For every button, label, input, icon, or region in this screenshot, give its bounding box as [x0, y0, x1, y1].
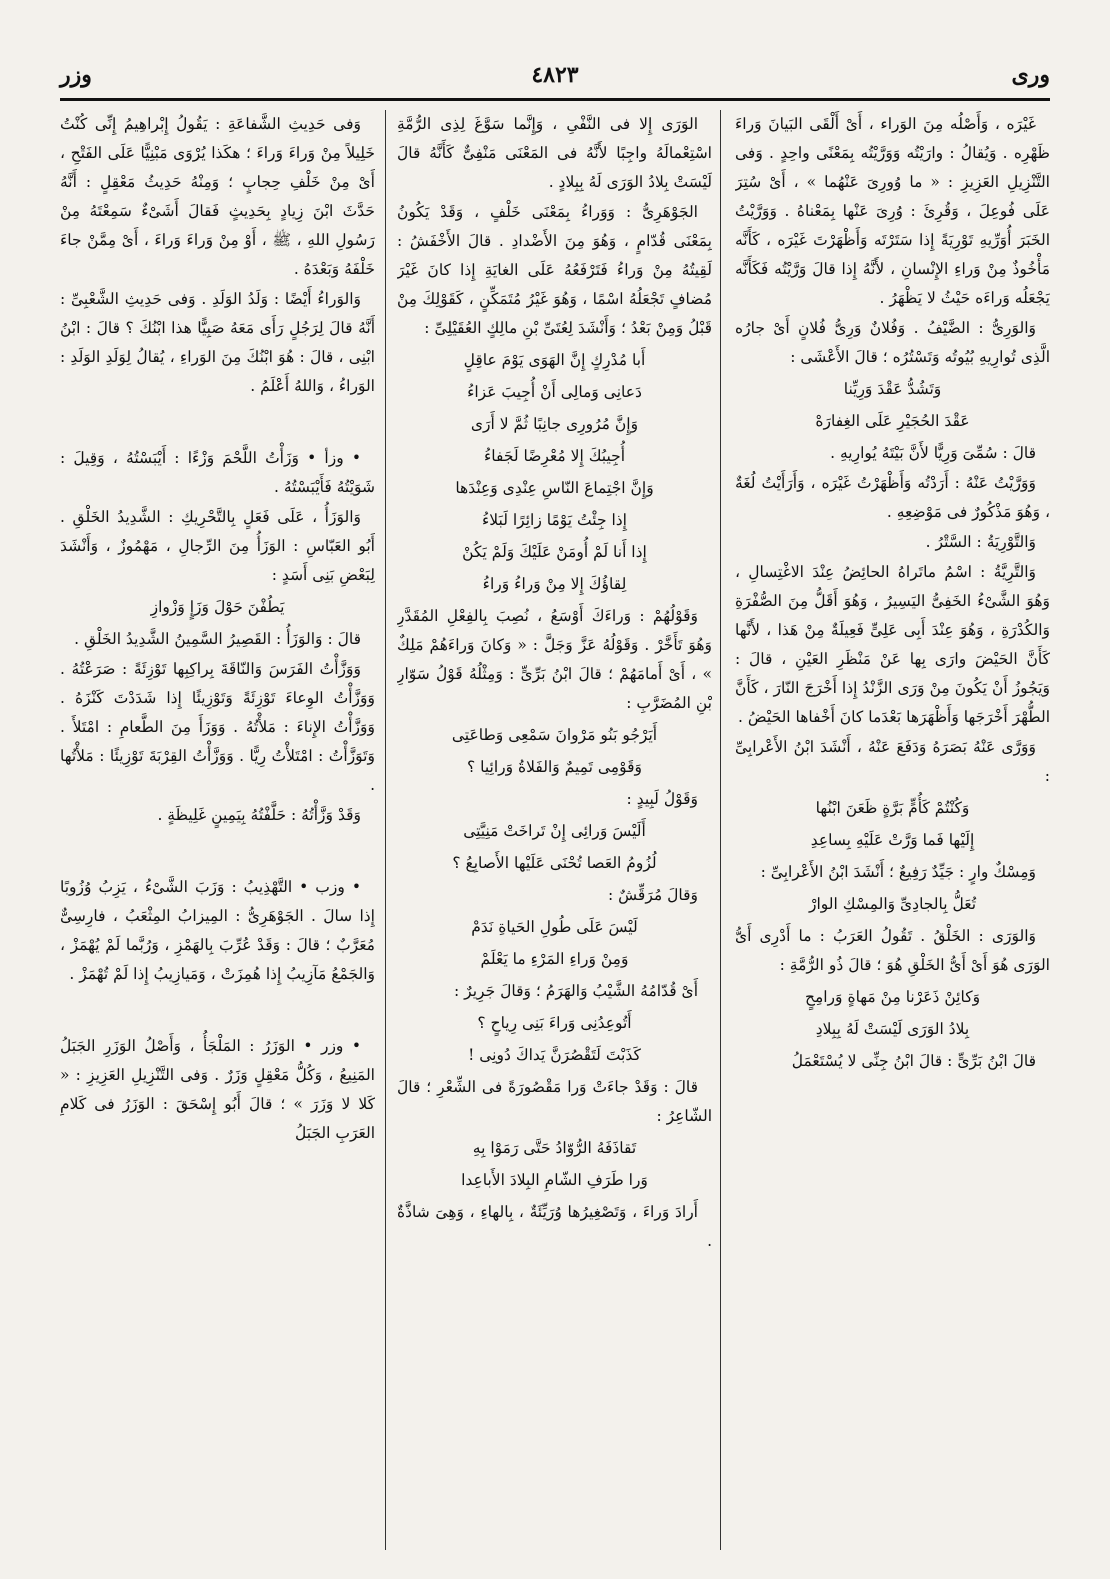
verse-line: وَكُنْتُمْ كَأُمٍّ بَرَّةٍ ظَعَنَ ابْنُها — [815, 799, 970, 817]
verse-line: لِقاؤُكَ إِلا مِنْ وَراءُ وَراءُ — [482, 575, 627, 593]
verse-line: دَعانِى وَمالِى أَنْ أُجِيبَ عَزاءُ — [467, 383, 642, 401]
entry-gap — [60, 1005, 375, 1017]
entry-gap — [60, 846, 375, 858]
paragraph: قالَ : سُمِّىَ وَرِيًّا لأَنَّ بَيْتَهُ يُوارِيهِ . — [830, 444, 1036, 462]
verse-line: وَكائِنْ ذَعَرْنا مِنْ مَهاةٍ وَرامِحٍ — [804, 988, 981, 1006]
paragraph: الجَوْهَرِىُّ : وَوَراءُ بِمَعْنَى خَلْفٍ ، وَقَدْ يَكُونُ بِمَعْنَى قُدّامٍ ، وَهُوَ مِنَ الأَضْدادِ . قالَ الأَخْفَشُ : لَقِيتُهُ مِنْ وَراءُ فَتَرْفَعُهُ عَلَى الغايَةِ إِذا كانَ غَيْرَ مُضافٍ تَجْعَلُهُ اسْمًا ، وَهُوَ غَيْرُ مُتَمَكِّنٍ ، كَقَوْلِكَ مِنْ قَبْلُ وَمِنْ بَعْدُ ؛ وَأَنْشَدَ لِعُتَىِّ بْنِ مالِكٍ العُقَيْلِىِّ : — [397, 203, 712, 337]
verse-line: لَيْسَ عَلَى طُولِ الحَياةِ نَدَمْ — [471, 918, 638, 936]
paragraph: وَوَرَّى عَنْهُ بَصَرَهُ وَدَفَعَ عَنْهُ ، أَنْشَدَ ابْنُ الأَعْرابِىِّ : — [735, 738, 1050, 785]
header-root-right: ورى — [1011, 62, 1050, 88]
paragraph: وَقَوْلُ لَبِيدٍ : — [626, 790, 698, 808]
verse-line: أَبا مُدْرِكٍ إِنَّ الهَوَى يَوْمَ عاقِلٍ — [463, 351, 646, 369]
paragraph: قالَ : وَالوَزَأُ : القَصِيرُ السَّمِينُ الشَّدِيدُ الخَلْقِ . — [74, 630, 361, 648]
paragraph: وَالتَّرِيَّةُ : اسْمُ ماتَراهُ الحائِضُ عِنْدَ الاغْتِسالِ ، وَهُوَ الشَّىْءُ الخَفِىُّ اليَسِيرُ ، وَهُوَ أَقَلُّ مِنَ الصُّفْرَةِ وَالكُدْرَةِ ، وَهُوَ عِنْدَ أَبِى عَلِىٍّ فَعِيلَةٌ مِنْ هَذا ، لأَنَّها كَأَنَّ الحَيْضَ وارَى بِها عَنْ مَنْظَرِ العَيْنِ ، قالَ : وَيَجُوزُ أَنْ يَكُونَ مِنْ وَرَى الزَّنْدُ إِذا أَخْرَجَ النّارَ ، كَأَنَّ الطُّهْرَ أَخْرَجَها وَأَظْهَرَها بَعْدَما كانَ أَخْفاها الحَيْضُ . — [735, 563, 1050, 726]
paragraph: وَقالَ مُرَقِّشٌ : — [608, 886, 698, 904]
verse-line: يَطُفْنَ حَوْلَ وَزَإٍ وَزْوازِ — [150, 598, 285, 616]
column-separator — [720, 110, 721, 1550]
verse-line: إِذا أَنا لَمْ أُومَنْ عَلَيْكَ وَلَمْ يَكُنْ — [462, 543, 647, 561]
paragraph: وَالوَرِىُّ : الضَّيْفُ . وَفُلانٌ وَرِىُّ فُلانٍ أَىْ جارُه الَّذِى تُوارِيهِ بُيُوتُه وَتَسْتُرُه ؛ قالَ الأَعْشَى : — [735, 319, 1050, 366]
page-number: ٤٨٢٣ — [531, 62, 579, 88]
column-left — [60, 110, 375, 1550]
entry-heading-paragraph: • وزر • الوَزَرُ : المَلْجَأُ ، وَأَصْلُ الوَزَرِ الجَبَلُ المَنِيعُ ، وَكُلُّ مَعْقِلٍ وَزَرٌ . وَفى التَّنْزِيلِ العَزِيزِ : « كَلا لا وَزَرَ » ؛ قالَ أَبُو إِسْحَقَ : الوَزَرُ فى كَلامِ العَرَبِ الجَبَلُ — [60, 1037, 375, 1142]
verse-line: أَتُوعِدُنِى وَراءَ بَنِى رِياحٍ ؟ — [477, 1014, 632, 1032]
paragraph: وَفى حَدِيثِ الشَّفاعَةِ : يَقُولُ إِبْراهِيمُ إِنِّى كُنْتُ خَلِيلاً مِنْ وَراءَ وَراءَ ؛ هكَذا يُرْوَى مَبْنِيًّا عَلَى الفَتْحِ ، أَىْ مِنْ خَلْفِ حِجابٍ ؛ وَمِنْهُ حَدِيثُ مَعْقِلٍ : أَنَّهُ حَدَّثَ ابْنَ زِيادٍ بِحَدِيثٍ فَقالَ أَشَىْءٌ سَمِعْتَهُ مِنْ رَسُولِ اللهِ ، ﷺ ، أَوْ مِنْ وَراءَ وَراءَ ، أَىْ مِمَّنْ جاءَ خَلْفَهُ وَبَعْدَهُ . — [60, 115, 375, 278]
verse-line: وَرا طَرَفِ الشّامِ البِلادَ الأَباعِدا — [461, 1171, 648, 1189]
verse-line: وَقَوْمِى تَمِيمٌ وَالفَلاةُ وَرائِيا ؟ — [466, 758, 643, 776]
entry-gap — [60, 417, 375, 429]
paragraph: وَوَزَّأْتُ الفَرَسَ وَالنّاقَةَ بِراكِبِها تَوْزِئَةً : صَرَعْتُهُ . وَوَزَّأْتُ الوِعاءَ تَوْزِئَةً وَتَوْزِيئًا إِذا شَدَدْتَ كَنْزَهُ . وَوَزَّأْتُ الإِناءَ : مَلأْتُهُ . وَوَزَأَ مِنَ الطَّعامِ : امْتَلأَ . وَتَوَزَّأْتُ : امْتَلأْتُ رِيًّا . وَوَزَّأْتُ القِرْبَةَ تَوْزِيئًا : مَلأْتُها . — [60, 660, 375, 794]
paragraph: وَالوَزَأُ ، عَلَى فَعَلٍ بِالتَّحْرِيكِ : الشَّدِيدُ الخَلْقِ . أَبُو العَبّاسِ : الوَزَأُ مِنَ الرِّجالِ ، مَهْمُوزٌ ، وَأَنْشَدَ لِبَعْضِ بَنِى أَسَدٍ : — [60, 508, 375, 584]
verse-line: تُعَلُّ بِالجادِىِّ وَالمِسْكِ الوارْ — [808, 895, 977, 913]
verse-line: لُزُومُ العَصا تُحْنَى عَلَيْها الأَصابِعُ ؟ — [452, 854, 657, 872]
verse-line: وَإِنَّ اجْتِماعَ النّاسِ عِنْدِى وَعِنْدَها — [455, 479, 654, 497]
verse-line: وَمِنْ وَراءِ المَرْءِ ما يَعْلَمْ — [480, 950, 629, 968]
verse-line: أَلَيْسَ وَرائِى إِنْ تَراخَتْ مَنِيَّتِى — [463, 822, 646, 840]
verse-line: تَقاذَفَهُ الرُّوّادُ حَتَّى رَمَوْا بِهِ — [472, 1139, 637, 1157]
verse-line: وَإِنَّ مُرُورِى جانِبًا ثُمَّ لا أَرَى — [470, 415, 639, 433]
paragraph: وَمِسْكٌ وارٍ : جَيِّدٌ رَفِيعٌ ؛ أَنْشَدَ ابْنُ الأَعْرابِىِّ : — [760, 863, 1036, 881]
verse-line: إِلَيْها فَما وَرَّتْ عَلَيْهِ بِساعِدِ — [810, 831, 975, 849]
verse-line: وَتَشُدُّ عَقْدَ وَرِيِّنا — [843, 380, 942, 398]
paragraph: وَالوَرَى : الخَلْقُ . تَقُولُ العَرَبُ : ما أَدْرِى أَىُّ الوَرَى هُوَ أَىْ أَىُّ الخَلْقِ هُوَ ؛ قالَ ذُو الرُّمَّةِ : — [735, 927, 1050, 974]
header-rule — [60, 98, 1050, 101]
paragraph: قالَ : وَقَدْ جاءَتْ وَرا مَقْصُورَةً فى الشِّعْرِ ؛ قالَ الشّاعِرُ : — [397, 1078, 712, 1125]
verse-line: كَذَبْتَ لَتَقْصُرَنَّ يَداكَ دُونِى ! — [468, 1046, 641, 1064]
verse-line: أَيَرْجُو بَنُو مَرْوانَ سَمْعِى وَطاعَتِى — [451, 726, 658, 744]
paragraph: أَرادَ وَراءَ ، وَتَصْغِيرُها وُرَيِّئَةٌ ، بِالهاءِ ، وَهِىَ شاذَّةٌ . — [397, 1203, 712, 1250]
paragraph: وَوَرَّيْتُ عَنْهُ : أَرَدْتُه وَأَظْهَرْتُ غَيْرَه ، وَأَرَأَيْتُ لُغَةٌ ، وَهُوَ مَذْكُورٌ فى مَوْضِعِهِ . — [735, 474, 1050, 521]
page-header — [60, 58, 1050, 98]
verse-line: أُجِيبُكَ إِلا مُعْرِضًا لَجَفاءُ — [483, 447, 626, 465]
paragraph: وَالتَّوْرِيَةُ : السَّتْرُ . — [925, 533, 1036, 551]
paragraph: غَيْرَه ، وَأَصْلُه مِنَ الوَراء ، أَىْ أَلْقَى البَيانَ وَراءَ ظَهْرِه . وَيُقالُ : وارَيْتُه وَوَرَّيْتُه بِمَعْنًى واحِدٍ . وَفى التَّنْزِيلِ العَزِيزِ : « ما وُورِىَ عَنْهُما » ، أَىْ سُتِرَ عَلَى فُوعِلَ ، وَقُرِئَ : وُرِىَ عَنْها بِمَعْناهُ . وَوَرَّيْتُ الخَبَرَ أُوَرِّيهِ تَوْرِيَةً إِذا سَتَرْتَه وَأَظْهَرْتَ غَيْرَه ، كَأَنَّه مَأْخُوذٌ مِنْ وَراءِ الإِنْسانِ ، لأَنَّهُ إِذا قالَ وَرَّيْتُه فَكَأَنَّه يَجْعَلُه وَراءَه حَيْثُ لا يَظْهَرُ . — [735, 115, 1050, 307]
paragraph: أَىْ قُدّامُهُ الشَّيْبُ وَالهَرَمُ ؛ وَقالَ جَرِيرٌ : — [454, 982, 698, 1000]
column-right — [735, 110, 1050, 1550]
entry-heading-paragraph: • وزأ • وَزَأْتُ اللَّحْمَ وَزْءًا : أَيْبَسْتُهُ ، وَقِيلَ : شَوَيْتُهُ فَأَيْبَسْتُهُ . — [60, 449, 375, 496]
entry-heading-paragraph: • وزب • التَّهْذِيبُ : وَزَبَ الشَّىْءُ ، يَزِبُ وُزُوبًا إِذا سالَ . الجَوْهَرِىُّ : المِيزابُ المِثْعَبُ ، فارِسِىٌّ مُعَرَّبٌ ؛ قالَ : وَقَدْ عُرِّبَ بِالهَمْزِ ، وَرُبَّما لَمْ يُهْمَزْ ، وَالجَمْعُ مَآزِيبُ إِذا هُمِزَتْ ، وَمَيازِيبُ إِذا لَمْ تُهْمَزْ . — [60, 878, 375, 983]
verse-line: إِذا جِئْتُ يَوْمًا زائِرًا لَبَلاءُ — [482, 511, 627, 529]
verse-line: بِلادُ الوَرَى لَيْسَتْ لَهُ بِبِلادِ — [815, 1020, 970, 1038]
header-root-left: وزر — [60, 62, 92, 88]
paragraph: وَالوَراءُ أَيْضًا : وَلَدُ الوَلَدِ . وَفى حَدِيثِ الشَّعْبِىِّ : أَنَّهُ قالَ لِرَجُلٍ رَأَى مَعَهُ صَبِيًّا هذا ابْنُكَ ؟ قالَ : ابْنُ ابْنِى ، قالَ : هُوَ ابْنُكَ مِنَ الوَراءِ ، يُقالُ لِوَلَدِ الوَلَدِ : الوَراءُ ، وَاللهُ أَعْلَمُ . — [60, 290, 375, 395]
paragraph: قالَ ابْنُ بَرِّىٍّ : قالَ ابْنُ جِنِّى لا يُسْتَعْمَلُ — [791, 1052, 1036, 1070]
column-middle — [397, 110, 712, 1550]
paragraph: الوَرَى إِلا فى النَّفْىِ ، وَإِنَّما سَوَّغَ لِذِى الرُّمَّةِ اسْتِعْمالَهُ واجِبًا لأَنَّهُ فى المَعْنَى مَنْفِىٌّ كَأَنَّهُ قالَ لَيْسَتْ بِلادُ الوَرَى لَهُ بِبِلادٍ . — [397, 115, 712, 191]
paragraph: وَقَوْلُهُمْ : وَراءَكَ أَوْسَعُ ، نُصِبَ بِالفِعْلِ المُقَدَّرِ وَهُوَ تَأَخَّرْ . وَقَوْلُهُ عَزَّ وَجَلَّ : « وَكانَ وَراءَهُمْ مَلِكٌ » ، أَىْ أَمامَهُمْ ؛ قالَ ابْنُ بَرِّىٍّ : وَمِثْلُهُ قَوْلُ سَوّارِ بْنِ المُضَرَّبِ : — [397, 607, 712, 712]
verse-line: عَقْدَ الحُجَيْرِ عَلَى الغِفارَهْ — [815, 412, 970, 430]
column-separator — [385, 110, 386, 1550]
paragraph: وَقَدْ وَزَّأْتُهُ : حَلَّفْتُهُ بِيَمِينٍ غَلِيظَةٍ . — [157, 806, 361, 824]
